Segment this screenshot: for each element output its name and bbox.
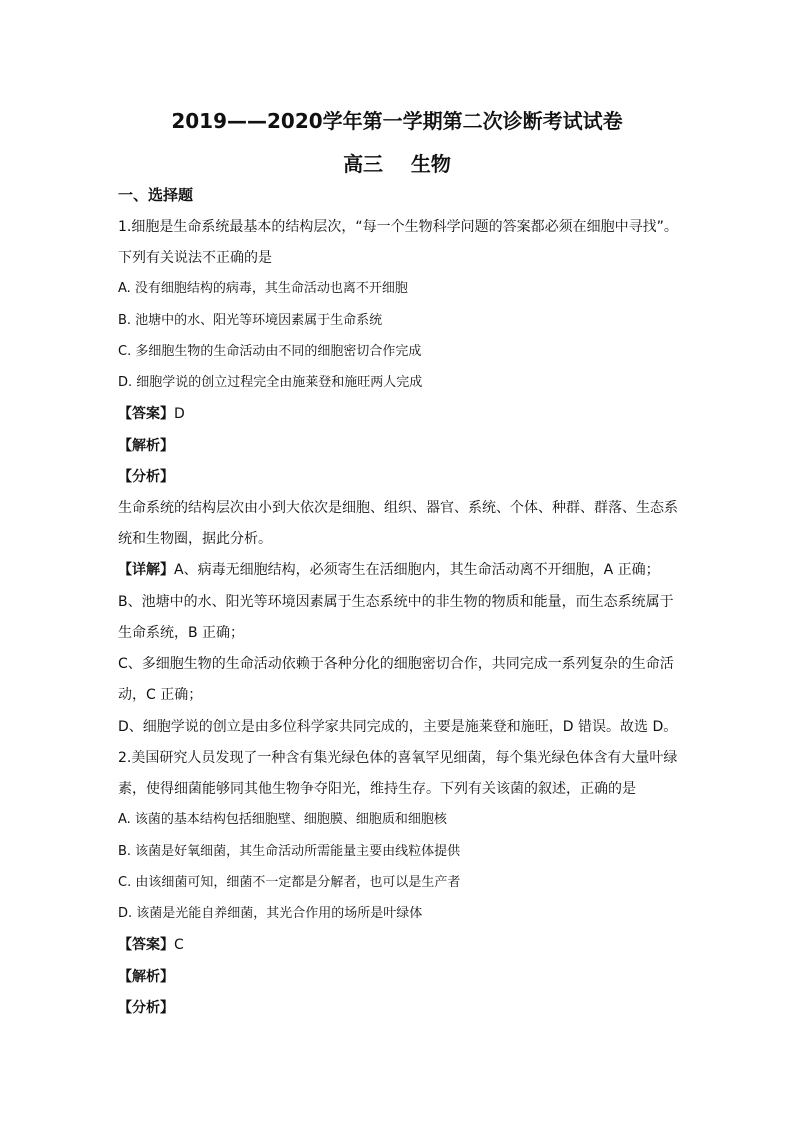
q2-analysis-tag: 【解析】 [118,969,174,985]
q2-option-a: A. 该菌的基本结构包括细胞壁、细胞膜、细胞质和细胞核 [118,812,447,827]
exam-subtitle: 高三 生物 [343,152,451,176]
q1-analysis [118,436,684,456]
q2-stem-line2: 素，使得细菌能够同其他生物争夺阳光，维持生存。下列有关该菌的叙述，正确的是 [118,781,636,797]
q1-detail-line1 [118,560,684,580]
q1-detail-line5: 动，C 正确； [118,687,203,703]
exam-title: 2019——2020学年第一学期第二次诊断考试试卷 [171,109,623,133]
q1-option-a: A. 没有细胞结构的病毒，其生命活动也离不开细胞 [118,281,408,296]
q1-fenxi-tag: 【分析】 [118,469,174,485]
q1-fenxi [118,467,684,487]
q1-stem-line1: 1.细胞是生命系统最基本的结构层次，“每一个生物科学问题的答案都必须在细胞中寻找”。 [118,219,678,235]
q1-answer [118,404,684,424]
q1-option-d: D. 细胞学说的创立过程完全由施莱登和施旺两人完成 [118,375,423,390]
q1-detail-line2: B、池塘中的水、阳光等环境因素属于生态系统中的非生物的物质和能量，而生态系统属于 [118,594,674,610]
q2-stem-line1: 2.美国研究人员发现了一种含有集光绿色体的喜氧罕见细菌，每个集光绿色体含有大量叶绿 [118,750,678,766]
q1-detail-text1: A、病毒无细胞结构，必须寄生在活细胞内，其生命活动离不开细胞，A 正确； [174,562,660,578]
q2-fenxi-tag: 【分析】 [118,1000,174,1016]
q1-analysis-tag: 【解析】 [118,438,174,454]
q1-detail-line4: C、多细胞生物的生命活动依赖于各种分化的细胞密切合作，共同完成一系列复杂的生命活 [118,656,674,672]
q1-fenxi-line2: 统和生物圈，据此分析。 [118,531,272,547]
q1-stem-line2: 下列有关说法不正确的是 [118,250,272,266]
q1-option-b: B. 池塘中的水、阳光等环境因素属于生命系统 [118,313,383,328]
q2-option-d: D. 该菌是光能自养细菌，其光合作用的场所是叶绿体 [118,906,423,921]
q1-detail-line3: 生命系统，B 正确； [118,625,245,641]
q1-answer-tag: 【答案】 [118,406,174,422]
q2-analysis [118,967,684,987]
q1-detail-tag: 【详解】 [118,562,174,578]
q2-option-c: C. 由该细菌可知，细菌不一定都是分解者，也可以是生产者 [118,875,461,890]
q2-answer-value: C [174,937,184,953]
q1-fenxi-line1: 生命系统的结构层次由小到大依次是细胞、组织、器官、系统、个体、种群、群落、生态系 [118,500,678,516]
q2-fenxi [118,998,684,1018]
q1-answer-value: D [174,406,185,422]
q2-answer [118,935,684,955]
q1-option-c: C. 多细胞生物的生命活动由不同的细胞密切合作完成 [118,344,422,359]
q2-answer-tag: 【答案】 [118,937,174,953]
section-title: 一、选择题 [118,186,194,204]
q1-detail-line6: D、细胞学说的创立是由多位科学家共同完成的，主要是施莱登和施旺，D 错误。故选 D。 [118,719,678,735]
q2-option-b: B. 该菌是好氧细菌，其生命活动所需能量主要由线粒体提供 [118,844,461,859]
